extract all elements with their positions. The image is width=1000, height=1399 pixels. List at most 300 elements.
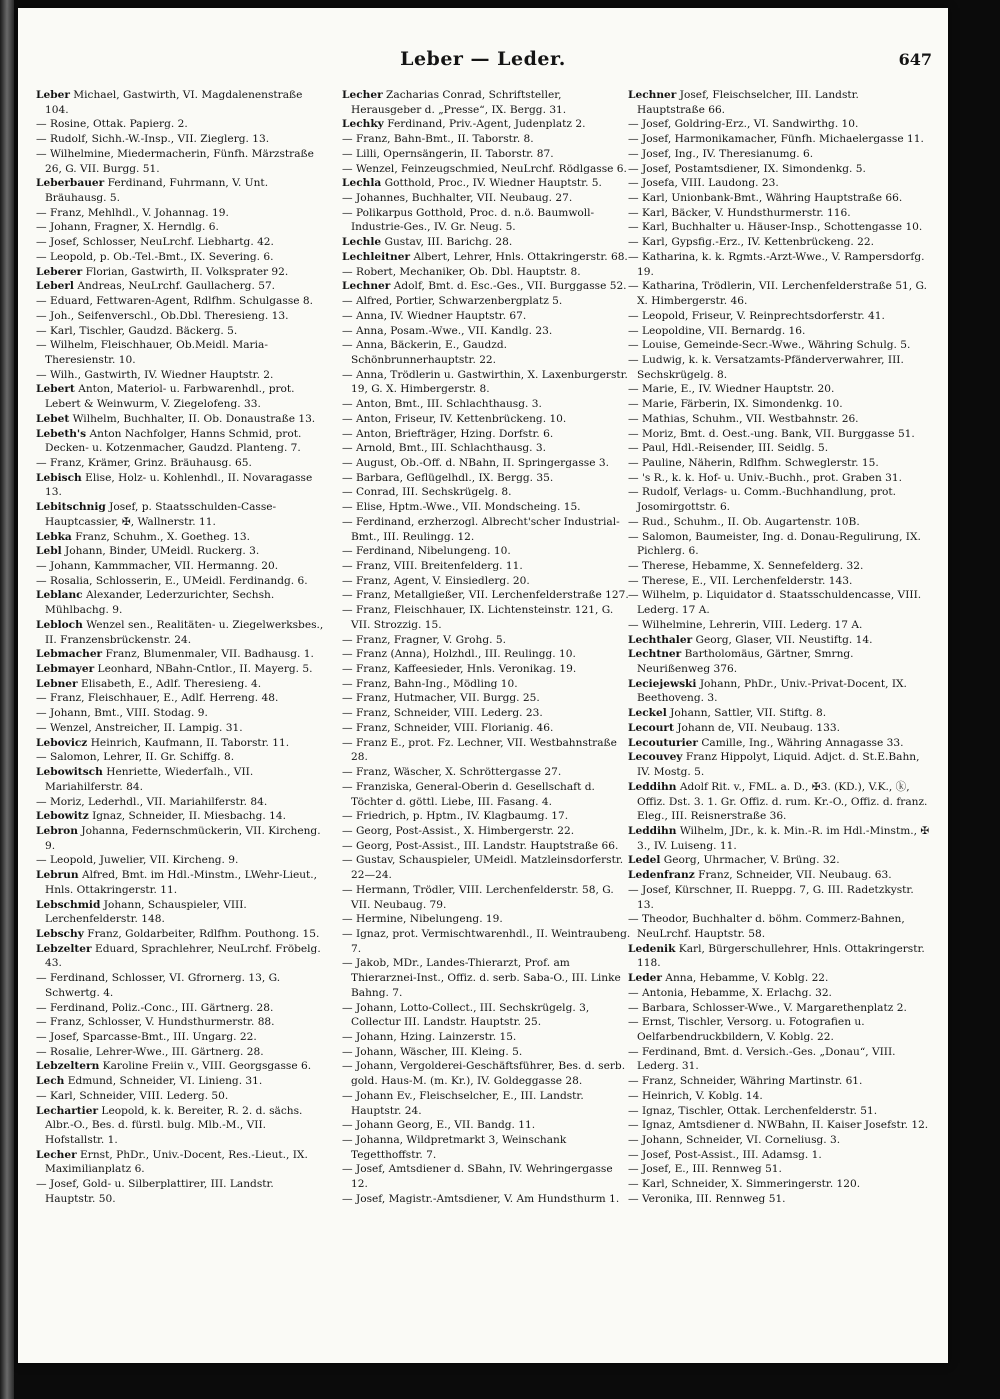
directory-entry bbox=[342, 1162, 632, 1191]
column-1 bbox=[36, 88, 326, 1350]
entry-surname: Leber bbox=[36, 89, 70, 101]
entry-detail: — Franz (Anna), Holzhdl., III. Reulingg. 10. bbox=[342, 648, 576, 661]
entry-detail: Leopold, k. k. Bereiter, R. 2. d. sächs. Albr.-O., Bes. d. fürstl. bulg. Mlb.-M., VII. Hofstallstr. 1. bbox=[45, 1104, 303, 1147]
entry-detail: — Hermine, Nibelungeng. 19. bbox=[342, 913, 503, 926]
entry-detail: — Leopold, p. Ob.-Tel.-Bmt., IX. Severing. 6. bbox=[36, 250, 274, 263]
entry-detail: — Alfred, Portier, Schwarzenbergplatz 5. bbox=[342, 295, 563, 308]
directory-entry bbox=[36, 309, 326, 324]
entry-surname: Lecourt bbox=[628, 721, 674, 734]
column-2 bbox=[342, 88, 632, 1350]
entry-surname: Lebner bbox=[36, 677, 78, 690]
directory-entry bbox=[36, 736, 326, 751]
entry-surname: Lebka bbox=[36, 530, 72, 543]
entry-detail: — Robert, Mechaniker, Ob. Dbl. Hauptstr. 8. bbox=[342, 265, 581, 278]
entry-detail: Adolf Rit. v., FML. a. D., ✠3. (KD.), V.K., ⓚ, Offiz. Dst. 3. 1. Gr. Offiz. d. rum. Kr.-O., Offiz. d. franz. Eleg., III. Reisnerstraße 36. bbox=[637, 780, 928, 823]
directory-entry bbox=[36, 147, 326, 176]
directory-entry bbox=[36, 117, 326, 132]
entry-surname: Ledel bbox=[628, 854, 661, 867]
entry-surname: Lechthaler bbox=[628, 633, 693, 646]
entry-detail: — Georg, Post-Assist., X. Himbergerstr. 22. bbox=[342, 824, 575, 837]
entry-detail: — Karl, Schneider, VIII. Lederg. 50. bbox=[36, 1089, 229, 1102]
directory-entry bbox=[342, 780, 632, 809]
directory-entry bbox=[342, 191, 632, 206]
directory-entry bbox=[342, 1133, 632, 1162]
directory-entry bbox=[342, 176, 632, 191]
directory-entry bbox=[628, 412, 930, 427]
entry-detail: — Joh., Seifenverschl., Ob.Dbl. Theresieng. 13. bbox=[36, 309, 289, 322]
entry-surname: Leberl bbox=[36, 280, 74, 293]
entry-detail: — Josef, Goldring-Erz., VI. Sandwirthg. 10. bbox=[628, 118, 859, 131]
directory-entry bbox=[628, 1118, 930, 1133]
entry-surname: Ledenik bbox=[628, 942, 676, 955]
directory-entry bbox=[628, 162, 930, 177]
directory-entry bbox=[36, 1074, 326, 1089]
directory-entry bbox=[36, 765, 326, 794]
directory-entry bbox=[342, 691, 632, 706]
directory-entry bbox=[342, 485, 632, 500]
entry-surname: Ledenfranz bbox=[628, 869, 695, 882]
directory-entry bbox=[342, 1045, 632, 1060]
entry-detail: — Pauline, Näherin, Rdlfhm. Schweglerstr. 15. bbox=[628, 456, 879, 469]
entry-detail: Johann, Sattler, VII. Stiftg. 8. bbox=[670, 707, 827, 720]
entry-detail: — Georg, Post-Assist., III. Landstr. Hauptstraße 66. bbox=[342, 839, 619, 852]
directory-entry bbox=[342, 427, 632, 442]
directory-entry bbox=[628, 1177, 930, 1192]
directory-entry bbox=[628, 191, 930, 206]
directory-entry bbox=[36, 795, 326, 810]
directory-entry bbox=[36, 750, 326, 765]
directory-entry bbox=[628, 324, 930, 339]
directory-entry bbox=[36, 1015, 326, 1030]
entry-detail: — Josef, Schlosser, NeuLrchf. Liebhartg. 42. bbox=[36, 236, 274, 249]
directory-entry bbox=[342, 544, 632, 559]
directory-entry bbox=[628, 456, 930, 471]
entry-detail: Alexander, Lederzurichter, Sechsh. Mühlbachg. 9. bbox=[45, 589, 275, 617]
directory-entry bbox=[628, 736, 930, 751]
entry-detail: — Josef, Amtsdiener d. SBahn, IV. Wehringergasse 12. bbox=[342, 1163, 613, 1191]
entry-detail: — Arnold, Bmt., III. Schlachthausg. 3. bbox=[342, 442, 547, 455]
entry-detail: Alfred, Bmt. im Hdl.-Minstm., LWehr-Lieut., Hnls. Ottakringerstr. 11. bbox=[45, 869, 318, 896]
entry-detail: — Franz, Schneider, Währing Martinstr. 61. bbox=[628, 1075, 863, 1088]
directory-entry bbox=[36, 647, 326, 662]
entry-surname: Lecouvey bbox=[628, 751, 683, 764]
entry-surname: Leckel bbox=[628, 707, 667, 720]
entry-detail: — Wenzel, Feinzeugschmied, NeuLrchf. Rödlgasse 6. bbox=[342, 162, 627, 175]
directory-entry bbox=[342, 956, 632, 1000]
entry-detail: — Hermann, Trödler, VIII. Lerchenfelderstr. 58, G. VII. Neubaug. 79. bbox=[342, 883, 614, 911]
entry-detail: Ernst, PhDr., Univ.-Docent, Res.-Lieut., IX. Maximilianplatz 6. bbox=[45, 1148, 308, 1176]
entry-detail: Andreas, NeuLrchf. Gaullacherg. 57. bbox=[77, 280, 276, 293]
directory-entry bbox=[628, 309, 930, 324]
entry-surname: Lechla bbox=[342, 177, 382, 190]
entry-surname: Lecouturier bbox=[628, 736, 698, 749]
entry-detail: — Ferdinand, Schlosser, VI. Gfrornerg. 13, G. Schwertg. 4. bbox=[36, 972, 281, 999]
entry-detail: — Ignaz, Amtsdiener d. NWBahn, II. Kaiser Josefstr. 12. bbox=[628, 1119, 929, 1132]
entry-surname: Leblanc bbox=[36, 589, 83, 602]
directory-entry bbox=[342, 736, 632, 765]
entry-detail: — Anna, Bäckerin, E., Gaudzd. Schönbrunnerhauptstr. 22. bbox=[342, 339, 507, 366]
directory-entry bbox=[628, 471, 930, 486]
directory-entry bbox=[36, 220, 326, 235]
entry-surname: Leberer bbox=[36, 265, 83, 278]
entry-detail: — Wilhelmine, Miedermacherin, Fünfh. Märzstraße 26, G. VII. Burgg. 51. bbox=[36, 147, 314, 175]
directory-entry bbox=[628, 1133, 930, 1148]
directory-entry bbox=[628, 250, 930, 279]
directory-entry bbox=[628, 574, 930, 589]
directory-entry bbox=[342, 324, 632, 339]
directory-entry bbox=[342, 706, 632, 721]
entry-surname: Lebron bbox=[36, 824, 78, 837]
entry-detail: Franz, Goldarbeiter, Rdlfhm. Pouthong. 15. bbox=[87, 927, 320, 940]
directory-entry bbox=[628, 515, 930, 530]
entry-surname: Lebowitsch bbox=[36, 766, 103, 779]
directory-entry bbox=[342, 824, 632, 839]
entry-detail: Ferdinand, Fuhrmann, V. Unt. Bräuhausg. 5. bbox=[45, 177, 269, 205]
entry-detail: — Franz, Wäscher, X. Schröttergasse 27. bbox=[342, 766, 562, 779]
entry-detail: — Leopold, Juwelier, VII. Kircheng. 9. bbox=[36, 854, 239, 867]
entry-detail: — Eduard, Fettwaren-Agent, Rdlfhm. Schulgasse 8. bbox=[36, 295, 313, 308]
directory-entry bbox=[342, 1192, 632, 1207]
entry-detail: Franz, Schuhm., X. Goetheg. 13. bbox=[75, 530, 250, 543]
directory-entry bbox=[36, 1045, 326, 1060]
entry-detail: — Franz, Krämer, Grinz. Bräuhausg. 65. bbox=[36, 456, 252, 469]
directory-entry bbox=[36, 559, 326, 574]
entry-detail: — Josef, Kürschner, II. Rueppg. 7, G. III. Radetzkystr. 13. bbox=[628, 883, 914, 911]
entry-surname: Lebert bbox=[36, 383, 75, 396]
directory-entry bbox=[628, 147, 930, 162]
entry-surname: Lebeth's bbox=[36, 427, 87, 440]
scan-left-edge bbox=[0, 0, 14, 1399]
entry-surname: Lebovicz bbox=[36, 736, 88, 749]
entry-detail: — Franz, Agent, V. Einsiedlerg. 20. bbox=[342, 574, 530, 587]
directory-entry bbox=[36, 853, 326, 868]
directory-entry bbox=[342, 647, 632, 662]
directory-entry bbox=[628, 853, 930, 868]
directory-entry bbox=[342, 1118, 632, 1133]
entry-detail: — Josef, Gold- u. Silberplattirer, III. Landstr. Hauptstr. 50. bbox=[36, 1178, 274, 1205]
entry-detail: Josef, p. Staatsschulden-Casse-Hauptcassier, ✠, Wallnerstr. 11. bbox=[45, 501, 277, 528]
directory-entry bbox=[36, 324, 326, 339]
directory-entry bbox=[36, 368, 326, 383]
directory-entry bbox=[342, 235, 632, 250]
directory-entry bbox=[36, 544, 326, 559]
entry-surname: Lebet bbox=[36, 412, 70, 425]
entry-surname: Lecher bbox=[36, 1148, 77, 1161]
running-head: Leber — Leder. bbox=[400, 48, 566, 70]
entry-detail: — Therese, Hebamme, X. Sennefelderg. 32. bbox=[628, 560, 864, 572]
entry-detail: Karl, Bürgerschullehrer, Hnls. Ottakringerstr. 118. bbox=[637, 942, 925, 970]
entry-surname: Lechner bbox=[342, 280, 391, 293]
entry-detail: — Johann, Kammmacher, VII. Hermanng. 20. bbox=[36, 560, 279, 572]
entry-detail: — Anna, Posam.-Wwe., VII. Kandlg. 23. bbox=[342, 324, 553, 337]
entry-detail: Eduard, Sprachlehrer, NeuLrchf. Fröbelg. 43. bbox=[45, 942, 321, 970]
entry-detail: — Josef, Post-Assist., III. Adamsg. 1. bbox=[628, 1148, 822, 1161]
directory-entry bbox=[342, 809, 632, 824]
entry-detail: — Antonia, Hebamme, X. Erlachg. 32. bbox=[628, 986, 832, 999]
entry-detail: — Johann, Lotto-Collect., III. Sechskrügelg. 3, Collectur III. Landstr. Hauptstr. 25. bbox=[342, 1001, 590, 1029]
entry-detail: — Paul, Hdl.-Reisender, III. Seidlg. 5. bbox=[628, 442, 829, 455]
directory-entry bbox=[628, 721, 930, 736]
entry-detail: — Franz, Fleischhauer, IX. Lichtensteinstr. 121, G. VII. Strozzig. 15. bbox=[342, 604, 614, 631]
entry-detail: — Mathias, Schuhm., VII. Westbahnstr. 26. bbox=[628, 412, 859, 425]
entry-detail: — Franz E., prot. Fz. Lechner, VII. Westbahnstraße 28. bbox=[342, 736, 617, 764]
directory-entry bbox=[36, 824, 326, 853]
directory-entry bbox=[342, 765, 632, 780]
entry-surname: Lebzeltern bbox=[36, 1060, 100, 1073]
entry-detail: Elisabeth, E., Adlf. Theresieng. 4. bbox=[81, 677, 262, 690]
directory-entry bbox=[36, 1177, 326, 1206]
entry-detail: — Franz, Schneider, VIII. Lederg. 23. bbox=[342, 707, 543, 720]
entry-detail: Anton, Materiol- u. Farbwarenhdl., prot. Lebert & Weinwurm, V. Ziegelofeng. 33. bbox=[45, 383, 295, 411]
directory-entry bbox=[342, 500, 632, 515]
directory-entry bbox=[628, 206, 930, 221]
entry-detail: — Franz, Fleischhauer, E., Adlf. Herreng. 48. bbox=[36, 692, 279, 705]
directory-entry bbox=[36, 132, 326, 147]
entry-detail: — Karl, Gypsfig.-Erz., IV. Kettenbrückeng. 22. bbox=[628, 236, 875, 249]
entry-detail: — Wilhelm, p. Liquidator d. Staatsschuldencasse, VIII. Lederg. 17 A. bbox=[628, 589, 922, 617]
entry-detail: — Josef, Harmonikamacher, Fünfh. Michaelergasse 11. bbox=[628, 133, 924, 146]
directory-entry bbox=[628, 1089, 930, 1104]
directory-entry bbox=[36, 927, 326, 942]
entry-surname: Lechleitner bbox=[342, 250, 411, 263]
directory-entry bbox=[628, 647, 930, 676]
entry-detail: Johanna, Federnschmückerin, VII. Kircheng. 9. bbox=[45, 824, 321, 852]
entry-surname: Lechle bbox=[342, 236, 382, 249]
entry-detail: — Josefa, VIII. Laudong. 23. bbox=[628, 177, 779, 190]
directory-entry bbox=[36, 574, 326, 589]
directory-entry bbox=[342, 471, 632, 486]
directory-entry bbox=[342, 456, 632, 471]
entry-surname: Lechartier bbox=[36, 1104, 99, 1117]
directory-entry bbox=[628, 235, 930, 250]
entry-detail: — Josef, Postamtsdiener, IX. Simondenkg. 5. bbox=[628, 162, 866, 175]
entry-detail: — Franz, Bahn-Ing., Mödling 10. bbox=[342, 677, 518, 690]
directory-entry bbox=[36, 662, 326, 677]
directory-entry bbox=[36, 971, 326, 1000]
directory-entry bbox=[36, 1104, 326, 1148]
entry-detail: — Anton, Bmt., III. Schlachthausg. 3. bbox=[342, 398, 542, 411]
directory-entry bbox=[36, 471, 326, 500]
entry-surname: Lechtner bbox=[628, 648, 682, 661]
entry-detail: — Barbara, Geflügelhdl., IX. Bergg. 35. bbox=[342, 471, 554, 484]
entry-detail: — Franz, Fragner, V. Grohg. 5. bbox=[342, 633, 506, 646]
directory-entry bbox=[628, 1162, 930, 1177]
directory-entry bbox=[36, 588, 326, 617]
directory-entry bbox=[628, 780, 930, 824]
entry-detail: Ignaz, Schneider, II. Miesbachg. 14. bbox=[92, 810, 286, 823]
directory-entry bbox=[36, 412, 326, 427]
directory-entry bbox=[342, 88, 632, 117]
directory-entry bbox=[342, 412, 632, 427]
entry-detail: Josef, Fleischselcher, III. Landstr. Hauptstraße 66. bbox=[637, 89, 859, 116]
entry-detail: — Franziska, General-Oberin d. Gesellschaft d. Töchter d. göttl. Liebe, III. Fasang. 4. bbox=[342, 780, 595, 808]
entry-surname: Lechky bbox=[342, 118, 384, 131]
directory-entry bbox=[628, 338, 930, 353]
entry-detail: Elise, Holz- u. Kohlenhdl., II. Novaragasse 13. bbox=[45, 471, 313, 499]
entry-surname: Lebisch bbox=[36, 471, 82, 484]
entry-detail: — Conrad, III. Sechskrügelg. 8. bbox=[342, 486, 512, 499]
entry-detail: — Therese, E., VII. Lerchenfelderstr. 143. bbox=[628, 574, 853, 587]
entry-surname: Lebrun bbox=[36, 869, 79, 882]
directory-entry bbox=[342, 162, 632, 177]
entry-detail: Zacharias Conrad, Schriftsteller, Herausgeber d. „Presse“, IX. Bergg. 31. bbox=[351, 89, 567, 116]
entry-detail: — Rosalie, Lehrer-Wwe., III. Gärtnerg. 28. bbox=[36, 1045, 264, 1058]
entry-detail: — Johann, Bmt., VIII. Stodag. 9. bbox=[36, 707, 208, 720]
entry-detail: — Gustav, Schauspieler, UMeidl. Matzleinsdorferstr. 22—24. bbox=[342, 854, 624, 882]
directory-entry bbox=[342, 574, 632, 589]
directory-entry bbox=[628, 677, 930, 706]
directory-entry bbox=[36, 809, 326, 824]
directory-entry bbox=[628, 868, 930, 883]
directory-entry bbox=[36, 618, 326, 647]
directory-entry bbox=[36, 176, 326, 205]
directory-entry bbox=[628, 912, 930, 941]
entry-detail: — Karl, Unionbank-Bmt., Währing Hauptstraße 66. bbox=[628, 192, 903, 205]
directory-entry bbox=[36, 427, 326, 456]
directory-entry bbox=[342, 559, 632, 574]
directory-entry bbox=[36, 382, 326, 411]
entry-detail: — Jakob, MDr., Landes-Thierarzt, Prof. am Thierarznei-Inst., Offiz. d. serb. Saba-O., III. Linke Bahng. 7. bbox=[342, 957, 621, 999]
entry-surname: Leddihn bbox=[628, 824, 677, 837]
directory-entry bbox=[628, 441, 930, 456]
entry-detail: — Marie, Färberin, IX. Simondenkg. 10. bbox=[628, 398, 843, 411]
column-3 bbox=[628, 88, 930, 1350]
entry-detail: — Karl, Bäcker, V. Hundsthurmerstr. 116. bbox=[628, 206, 851, 219]
directory-entry bbox=[36, 868, 326, 897]
entry-detail: — Franz, Kaffeesieder, Hnls. Veronikag. 19. bbox=[342, 663, 577, 676]
entry-detail: — Franz, VIII. Breitenfelderg. 11. bbox=[342, 560, 523, 572]
entry-detail: — Marie, E., IV. Wiedner Hauptstr. 20. bbox=[628, 383, 835, 396]
entry-detail: — August, Ob.-Off. d. NBahn, II. Springergasse 3. bbox=[342, 456, 609, 469]
directory-entry bbox=[342, 883, 632, 912]
directory-entry bbox=[342, 662, 632, 677]
entry-surname: Lebitschnig bbox=[36, 501, 106, 514]
entry-detail: — Wilh., Gastwirth, IV. Wiedner Hauptstr. 2. bbox=[36, 368, 274, 381]
entry-detail: — Anton, Friseur, IV. Kettenbrückeng. 10. bbox=[342, 412, 567, 425]
directory-entry bbox=[36, 456, 326, 471]
entry-detail: — Ignaz, Tischler, Ottak. Lerchenfelderstr. 51. bbox=[628, 1104, 878, 1117]
directory-entry bbox=[36, 1059, 326, 1074]
directory-entry bbox=[36, 691, 326, 706]
directory-entry bbox=[36, 1030, 326, 1045]
entry-detail: — Johann Ev., Fleischselcher, E., III. Landstr. Hauptstr. 24. bbox=[342, 1089, 584, 1117]
entry-detail: — Rosine, Ottak. Papierg. 2. bbox=[36, 118, 188, 131]
entry-detail: Heinrich, Kaufmann, II. Taborstr. 11. bbox=[90, 736, 290, 749]
entry-detail: — Franz, Mehlhdl., V. Johannag. 19. bbox=[36, 206, 229, 219]
directory-entry bbox=[628, 1074, 930, 1089]
directory-entry bbox=[342, 294, 632, 309]
directory-entry bbox=[628, 1015, 930, 1044]
directory-entry bbox=[628, 986, 930, 1001]
directory-entry bbox=[342, 250, 632, 265]
entry-surname: Lebowitz bbox=[36, 810, 89, 823]
entry-detail: — Rudolf, Sichh.-W.-Insp., VII. Zieglerg. 13. bbox=[36, 133, 270, 146]
entry-detail: — Moriz, Bmt. d. Oest.-ung. Bank, VII. Burggasse 51. bbox=[628, 427, 915, 440]
entry-detail: Adolf, Bmt. d. Esc.-Ges., VII. Burggasse 52. bbox=[393, 280, 627, 293]
directory-entry bbox=[628, 1148, 930, 1163]
directory-entry bbox=[628, 618, 930, 633]
directory-entry bbox=[342, 147, 632, 162]
directory-entry bbox=[342, 677, 632, 692]
entry-detail: Franz, Schneider, VII. Neubaug. 63. bbox=[698, 869, 892, 882]
directory-entry bbox=[36, 294, 326, 309]
directory-entry bbox=[36, 942, 326, 971]
entry-surname: Lechner bbox=[628, 89, 677, 101]
directory-entry bbox=[36, 88, 326, 117]
entry-detail: — Johann Georg, E., VII. Bandg. 11. bbox=[342, 1119, 536, 1132]
entry-detail: — Ludwig, k. k. Versatzamts-Pfänderverwahrer, III. Sechskrügelg. 8. bbox=[628, 353, 904, 381]
entry-detail: — Johann, Vergolderei-Geschäftsführer, Bes. d. serb. gold. Haus-M. (m. Kr.), IV. Goldeggasse 28. bbox=[342, 1060, 626, 1088]
entry-detail: — Johann, Schneider, VI. Corneliusg. 3. bbox=[628, 1134, 841, 1147]
directory-entry bbox=[342, 1030, 632, 1045]
directory-entry bbox=[628, 117, 930, 132]
entry-detail: Leonhard, NBahn-Cntlor., II. Mayerg. 5. bbox=[97, 663, 313, 676]
directory-entry bbox=[628, 633, 930, 648]
entry-detail: — Karl, Buchhalter u. Häuser-Insp., Schottengasse 10. bbox=[628, 221, 923, 234]
entry-surname: Leberbauer bbox=[36, 177, 105, 190]
directory-entry bbox=[36, 500, 326, 529]
entry-detail: — 's R., k. k. Hof- u. Univ.-Buchh., prot. Graben 31. bbox=[628, 471, 902, 484]
entry-detail: — Lilli, Opernsängerin, II. Taborstr. 87. bbox=[342, 147, 554, 160]
entry-surname: Leddihn bbox=[628, 780, 677, 793]
entry-detail: Edmund, Schneider, VI. Linieng. 31. bbox=[67, 1075, 263, 1088]
directory-entry bbox=[628, 530, 930, 559]
entry-detail: Georg, Glaser, VII. Neustiftg. 14. bbox=[695, 633, 873, 646]
directory-entry bbox=[342, 603, 632, 632]
directory-entry bbox=[36, 250, 326, 265]
directory-entry bbox=[342, 927, 632, 956]
entry-detail: — Salomon, Lehrer, II. Gr. Schiffg. 8. bbox=[36, 751, 235, 764]
directory-entry bbox=[628, 279, 930, 308]
entry-detail: — Ferdinand, Bmt. d. Versich.-Ges. „Donau“, VIII. Lederg. 31. bbox=[628, 1045, 896, 1073]
entry-detail: Franz Hippolyt, Liquid. Adjct. d. St.E.Bahn, IV. Mostg. 5. bbox=[637, 751, 920, 779]
entry-detail: — Josef, Magistr.-Amtsdiener, V. Am Hundsthurm 1. bbox=[342, 1192, 620, 1205]
entry-detail: — Louise, Gemeinde-Secr.-Wwe., Währing Schulg. 5. bbox=[628, 339, 911, 352]
entry-detail: — Theodor, Buchhalter d. böhm. Commerz-Bahnen, NeuLrchf. Hauptstr. 58. bbox=[628, 913, 905, 940]
entry-detail: — Wilhelm, Fleischhauer, Ob.Meidl. Maria-Theresienstr. 10. bbox=[36, 339, 268, 366]
directory-entry bbox=[36, 1148, 326, 1177]
entry-surname: Leder bbox=[628, 972, 662, 985]
entry-detail: — Franz, Hutmacher, VII. Burgg. 25. bbox=[342, 692, 540, 705]
directory-entry bbox=[628, 88, 930, 117]
entry-detail: — Johann, Wäscher, III. Kleing. 5. bbox=[342, 1045, 523, 1058]
entry-detail: — Franz, Schneider, VIII. Florianig. 46. bbox=[342, 721, 554, 734]
entry-detail: — Heinrich, V. Koblg. 14. bbox=[628, 1089, 763, 1102]
directory-entry bbox=[36, 706, 326, 721]
directory-entry bbox=[628, 353, 930, 382]
directory-entry bbox=[342, 117, 632, 132]
entry-detail: — Karl, Schneider, X. Simmeringerstr. 120. bbox=[628, 1178, 861, 1191]
entry-detail: Gustav, III. Barichg. 28. bbox=[384, 236, 513, 249]
directory-entry bbox=[342, 265, 632, 280]
entry-detail: Michael, Gastwirth, VI. Magdalenenstraße 104. bbox=[45, 89, 303, 116]
entry-detail: — Franz, Schlosser, V. Hundsthurmerstr. 88. bbox=[36, 1016, 275, 1029]
entry-detail: — Franz, Metallgießer, VII. Lerchenfelderstraße 127. bbox=[342, 589, 629, 602]
entry-detail: — Franz, Bahn-Bmt., II. Taborstr. 8. bbox=[342, 133, 534, 146]
entry-surname: Lecher bbox=[342, 89, 383, 101]
directory-entry bbox=[628, 397, 930, 412]
directory-entry bbox=[628, 824, 930, 853]
entry-detail: Albert, Lehrer, Hnls. Ottakringerstr. 68. bbox=[413, 250, 628, 263]
directory-entry bbox=[342, 441, 632, 456]
entry-detail: — Anton, Briefträger, Hzing. Dorfstr. 6. bbox=[342, 427, 554, 440]
directory-entry bbox=[628, 220, 930, 235]
directory-entry bbox=[342, 279, 632, 294]
entry-detail: Anton Nachfolger, Hanns Schmid, prot. Decken- u. Kotzenmacher, Gaudzd. Planteng. 7. bbox=[45, 427, 302, 455]
entry-surname: Leciejewski bbox=[628, 677, 697, 690]
entry-detail: — Johanna, Wildpretmarkt 3, Weinschank Tegetthoffstr. 7. bbox=[342, 1134, 567, 1161]
directory-entry bbox=[342, 309, 632, 324]
